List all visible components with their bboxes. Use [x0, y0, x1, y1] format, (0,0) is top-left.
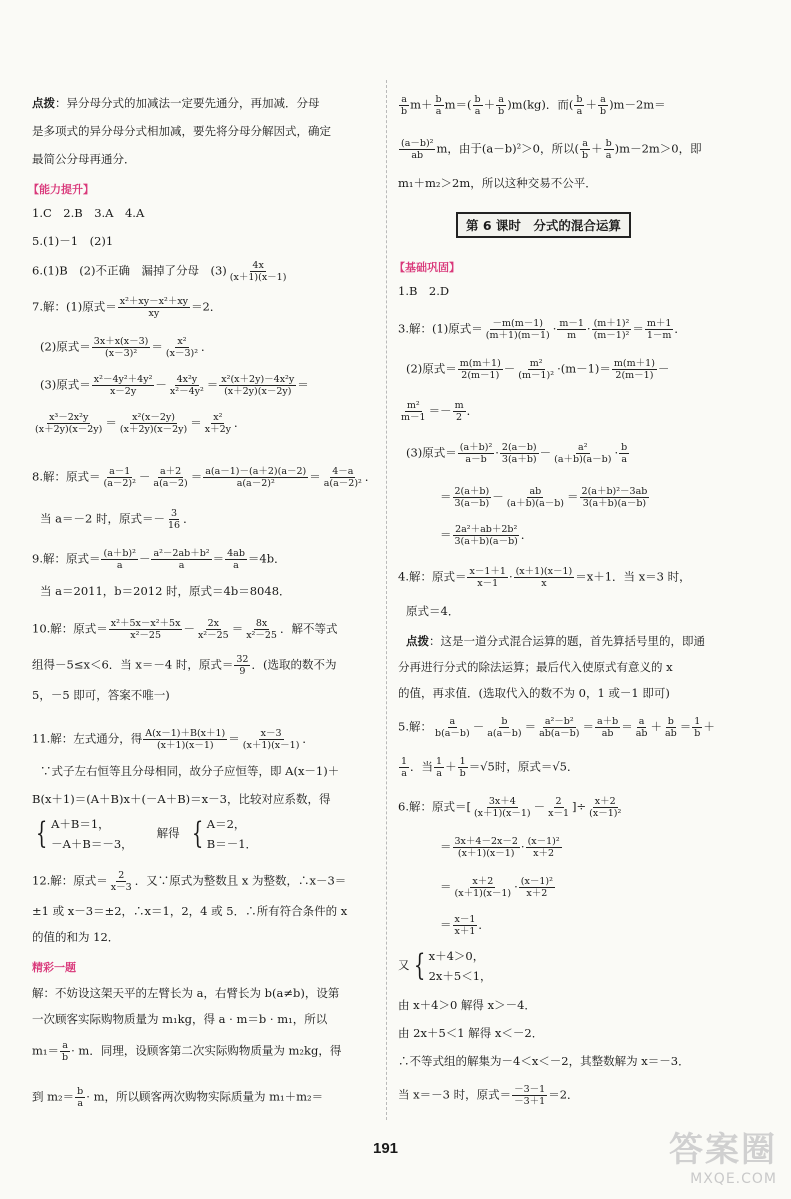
- answer-6c: ＝ $\frac{x+2}{(x+1)(x-1)}$ · $\frac{\text{(x－1)²}}{x+2}$: [440, 876, 553, 899]
- fraction: $\frac{4x}{(x+1)(x-1)}$: [229, 260, 287, 283]
- fraction: $\frac{\text{(a＋b)²}}{a-b}$: [459, 442, 493, 465]
- fraction: $\frac{a}{b}$: [62, 1040, 69, 1063]
- fraction: $\frac{x+2}{\text{(x－1)²}}$: [589, 796, 622, 819]
- fraction: $\frac{8x}{\text{x²－25}}$: [246, 618, 277, 641]
- fraction: $\frac{\text{4x²y}}{\text{x²－4y²}}$: [169, 374, 204, 397]
- fraction: $\frac{\text{x²－4y²＋4y²}}{x-2y}$: [93, 374, 153, 397]
- answer-7-2: (2)原式＝ $\frac{3x+x(x-3)}{\text{(x－3)²}}$ ＝ $\frac{\text{x²}}{\text{(x－3)²}}$ ．: [40, 336, 213, 359]
- fraction: $\frac{\text{m²}}{\text{(m－1)²}}$: [518, 358, 555, 381]
- fraction: $\frac{b}{a}$: [435, 94, 442, 117]
- fraction: $\frac{(x+1)(x-1)}{x}$: [515, 566, 573, 589]
- fraction: $\frac{\text{x²(x－2y)}}{(x+2y)(x-2y)}$: [119, 412, 188, 435]
- fraction: $\frac{2}{x-3}$: [110, 870, 132, 893]
- fraction: $\frac{b}{ab}$: [664, 716, 677, 739]
- answer-6: 6.(1)B (2)不正确 漏掉了分母 (3) $\frac{4x}{(x+1)(x-1)}$: [32, 260, 287, 283]
- fraction: $\frac{x-1}{x+1}$: [454, 914, 476, 937]
- answer-9: 9.解：原式＝ $\frac{\text{(a＋b)²}}{a}$ － $\frac{\text{a²－2ab＋b²}}{a}$ ＝ $\frac{4ab}{a}$ ＝4b．: [32, 548, 286, 571]
- answer-6b: ＝ $\frac{3x+4-2x-2}{(x+1)(x-1)}$ · $\frac{\text{(x－1)²}}{x+2}$: [440, 836, 560, 859]
- fraction: $\frac{a-1}{\text{(a－2)²}}$: [103, 466, 136, 489]
- fraction: $\frac{\text{2(a＋b)²－3ab}}{3(a+b)(a-b)}$: [581, 486, 648, 509]
- answer-3-3c: ＝ $\frac{\text{2a²＋ab＋2b²}}{3(a+b)(a-b)}$ ．: [440, 524, 533, 547]
- fraction: $\frac{a}{b}$: [599, 94, 607, 117]
- left-brace: {: [413, 948, 425, 983]
- answer-3-2: (2)原式＝ $\frac{m(m+1)}{2(m-1)}$ － $\frac{\text{m²}}{\text{(m－1)²}}$ ·(m－1)＝ $\frac{m(m+1)}{2(m-1)}$ －: [406, 358, 670, 381]
- fraction: $\frac{\text{m²}}{m-1}$: [401, 400, 426, 423]
- answer-9b: 当 a＝2011，b＝2012 时，原式＝4b＝8048．: [40, 584, 291, 598]
- answer-7-3: (3)原式＝ $\frac{\text{x²－4y²＋4y²}}{x-2y}$ － $\frac{\text{4x²y}}{\text{x²－4y²}}$ ＝ $\frac{\text{x²(x＋2y)－4x²y}}{(x+2y)(x-2y)}$ ＝: [40, 374, 309, 397]
- solution-system: A＝2， B＝－1．: [206, 817, 258, 851]
- fraction: $\frac{3x+4}{(x+1)(x-1)}$: [473, 796, 531, 819]
- highlight-line3: m₁＝ $\frac{a}{b}$ · m．同理，设顾客第二次实际购物质量为 m₂kg，得: [32, 1040, 342, 1063]
- hint2-line2: 分再进行分式的除法运算；最后代入使原式有意义的 x: [398, 660, 673, 674]
- fraction: $\frac{a}{b}$: [498, 94, 505, 117]
- fraction: $\frac{\text{a²}}{(a+b)(a-b)}$: [554, 442, 612, 465]
- fraction: $\frac{m-1}{m}$: [559, 318, 584, 341]
- fraction: $\frac{32}{9}$: [236, 654, 249, 677]
- fraction: $\frac{\text{a²－b²}}{ab(a-b)}$: [539, 716, 580, 739]
- fraction: $\frac{\text{(a＋b)²}}{a}$: [103, 548, 136, 571]
- highlight-cont-2: $\frac{\text{(a－b)²}}{ab}$ m，由于(a－b)²＞0，所以( $\frac{a}{b}$ ＋ $\frac{b}{a}$ )m－2m＞0，即: [401, 138, 702, 161]
- fraction: $\frac{1}{a}$: [401, 756, 408, 779]
- fraction: $\frac{a}{ab}$: [635, 716, 648, 739]
- fraction: $\frac{A(x-1)+B(x+1)}{(x+1)(x-1)}$: [145, 728, 226, 751]
- hint2-line3: 的值，再求值．(选取代入的数不为 0，1 或－1 即可): [398, 686, 670, 700]
- answer-7-3b: $\frac{\text{x³－2x²y}}{(x+2y)(x-2y)}$ ＝ $\frac{\text{x²(x－2y)}}{(x+2y)(x-2y)}$ ＝ $\frac{\text{x²}}{x+2y}$ ．: [35, 412, 246, 435]
- fraction: $\frac{4ab}{a}$: [227, 548, 245, 571]
- fraction: $\frac{a}{b}$: [401, 94, 408, 117]
- fraction: $\frac{x-3}{(x+1)(x-1)}$: [242, 728, 300, 751]
- fraction: $\frac{2(a-b)}{3(a+b)}$: [501, 442, 537, 465]
- answer-3-2b: $\frac{\text{m²}}{m-1}$ ＝－ $\frac{m}{2}$ ．: [401, 400, 479, 423]
- answer-6h: 当 x＝－3 时，原式＝ $\frac{-3-1}{-3+1}$ ＝2．: [398, 1084, 579, 1107]
- answer-4b: 原式＝4．: [406, 604, 460, 618]
- fraction: $\frac{a}{b}$: [581, 138, 589, 161]
- answer-11: 11.解：左式通分，得 $\frac{A(x-1)+B(x+1)}{(x+1)(x-1)}$ ＝ $\frac{x-3}{(x+1)(x-1)}$ ．: [32, 728, 314, 751]
- answer-11b: ∵式子左右恒等且分母相同，故分子应恒等，即 A(x－1)＋: [40, 764, 340, 778]
- fraction: $\frac{m(m+1)}{2(m-1)}$: [459, 358, 501, 381]
- answer-6g: ∴不等式组的解集为－4＜x＜－2，其整数解为 x＝－3．: [398, 1054, 690, 1068]
- section-highlight: 精彩一题: [32, 961, 76, 974]
- answer-1-2: 1.B 2.D: [398, 284, 450, 298]
- answer-3-1: 3.解：(1)原式＝ $\frac{-m(m-1)}{(m+1)(m-1)}$ · $\frac{m-1}{m}$ · $\frac{\text{(m＋1)²}}{\text{(m－1)²}}$ ＝ $\frac{m+1}{1-m}$ ．: [398, 318, 686, 341]
- hint2-line1: 点拨：这是一道分式混合运算的题，首先算括号里的，即通: [406, 634, 705, 648]
- answer-10: 10.解：原式＝ $\frac{\text{x²＋5x－x²＋5x}}{\text{x²－25}}$ － $\frac{2x}{\text{x²－25}}$ ＝ $\frac{8x}{\text{x²－25}}$ ．解不等式: [32, 618, 338, 641]
- fraction: $\frac{x-1+1}{x-1}$: [469, 566, 506, 589]
- answer-5: 5.(1)－1 (2)1: [32, 234, 114, 248]
- fraction: $\frac{\text{x²}}{x+2y}$: [204, 412, 232, 435]
- inequality-system: x＋4＞0， 2x＋5＜1，: [428, 949, 492, 983]
- hint1-line2: 是多项式的异分母分式相加减，要先将分母分解因式，确定: [32, 124, 331, 138]
- answer-12c: 的值的和为 12．: [32, 930, 120, 944]
- fraction: $\frac{a}{b(a-b)}$: [434, 716, 470, 739]
- fraction: $\frac{b}{a}$: [576, 94, 583, 117]
- answer-1-4: 1.C 2.B 3.A 4.A: [32, 206, 145, 220]
- fraction: $\frac{a(a-1)-(a+2)(a-2)}{\text{a(a－2)²}}$: [205, 466, 307, 489]
- watermark: [669, 1122, 777, 1187]
- fraction: $\frac{3x+4-2x-2}{(x+1)(x-1)}$: [454, 836, 518, 859]
- highlight-cont-3: m₁＋m₂＞2m，所以这种交易不公平．: [398, 176, 597, 190]
- section-basic: 【基础巩固】: [394, 261, 460, 274]
- answer-3-3: (3)原式＝ $\frac{\text{(a＋b)²}}{a-b}$ · $\frac{2(a-b)}{3(a+b)}$ － $\frac{\text{a²}}{(a+b)(a-b)}$ · $\frac{b}{a}$: [406, 442, 628, 465]
- highlight-cont-1: $\frac{a}{b}$ m＋ $\frac{b}{a}$ m＝( $\frac{b}{a}$ ＋ $\frac{a}{b}$ )m(kg)．而( $\frac{b}{a}$ ＋ $\frac{a}{b}$ )m－2m＝: [401, 94, 666, 117]
- fraction: $\frac{m}{2}$: [454, 400, 464, 423]
- answer-6-system: 又 { x＋4＞0， 2x＋5＜1，: [398, 946, 492, 986]
- answer-6e: 由 x＋4＞0 解得 x＞－4．: [398, 998, 536, 1012]
- answer-5b: $\frac{1}{a}$ ．当 $\frac{1}{a}$ ＋ $\frac{1}{b}$ ＝√5时，原式＝√5．: [401, 756, 579, 779]
- answer-10b: 组得－5≤x＜6．当 x＝－4 时，原式＝ $\frac{32}{9}$ ．(选取的数不为: [32, 654, 337, 677]
- answer-6d: ＝ $\frac{x-1}{x+1}$ ．: [440, 914, 490, 937]
- lesson-header: [398, 212, 758, 236]
- fraction: $\frac{2x}{\text{x²－25}}$: [197, 618, 229, 641]
- fraction: $\frac{b}{a}$: [605, 138, 612, 161]
- fraction: $\frac{1}{b}$: [694, 716, 701, 739]
- answer-8b: 当 a＝－2 时，原式＝－ $\frac{3}{16}$ ．: [40, 508, 195, 531]
- fraction: $\frac{a+2}{a(a-2)}$: [153, 466, 188, 489]
- lesson-title: 第 6 课时 分式的混合运算: [456, 212, 631, 238]
- fraction: $\frac{3x+x(x-3)}{\text{(x－3)²}}$: [93, 336, 149, 359]
- answer-8: 8.解：原式＝ $\frac{a-1}{\text{(a－2)²}}$ － $\frac{a+2}{a(a-2)}$ ＝ $\frac{a(a-1)-(a+2)(a-2)}{\text{a(a－2)²}}$ ＝ $\frac{4-a}{\text{a(a－2)²}}$ ．: [32, 466, 377, 489]
- fraction: $\frac{b}{a}$: [77, 1086, 84, 1109]
- fraction: $\frac{3}{16}$: [167, 508, 181, 531]
- fraction: $\frac{b}{a}$: [474, 94, 481, 117]
- fraction: $\frac{\text{a²－2ab＋b²}}{a}$: [153, 548, 210, 571]
- fraction: $\frac{x+2}{(x+1)(x-1)}$: [454, 876, 512, 899]
- fraction: $\frac{b}{a(a-b)}$: [487, 716, 522, 739]
- fraction: $\frac{\text{(a－b)²}}{ab}$: [401, 138, 434, 161]
- hint1-line3: 最简公分母再通分．: [32, 152, 136, 166]
- fraction: $\frac{\text{x²＋5x－x²＋5x}}{\text{x²－25}}$: [110, 618, 181, 641]
- left-brace: {: [35, 816, 48, 851]
- fraction: $\frac{-3-1}{-3+1}$: [514, 1084, 546, 1107]
- page-number: 191: [373, 1140, 399, 1157]
- highlight-line4: 到 m₂＝ $\frac{b}{a}$ · m，所以顾客两次购物实际质量为 m₁＋m₂＝: [32, 1086, 324, 1109]
- fraction: $\frac{2}{x-1}$: [548, 796, 570, 819]
- fraction: $\frac{\text{x²}}{\text{(x－3)²}}$: [165, 336, 198, 359]
- fraction: $\frac{\text{(x－1)²}}{x+2}$: [527, 836, 560, 859]
- answer-4: 4.解：原式＝ $\frac{x-1+1}{x-1}$ · $\frac{(x+1)(x-1)}{x}$ ＝x＋1．当 x＝3 时，: [398, 566, 691, 589]
- highlight-line2: 一次顾客实际购物质量为 m₁kg，得 a · m＝b · m₁，所以: [32, 1012, 328, 1026]
- fraction: $\frac{\text{(m＋1)²}}{\text{(m－1)²}}$: [593, 318, 630, 341]
- watermark-logo: 答案圈: [669, 1130, 777, 1170]
- answer-6: 6.解：原式＝[ $\frac{3x+4}{(x+1)(x-1)}$ － $\frac{2}{x-1}$ ]÷ $\frac{x+2}{\text{(x－1)²}}$: [398, 796, 622, 819]
- answer-7-1: 7.解：(1)原式＝ $\frac{\text{x²＋xy－x²＋xy}}{xy}$ ＝2．: [32, 296, 222, 319]
- hint1-line1: 点拨：异分母分式的加减法一定要先通分，再加减．分母: [32, 96, 320, 110]
- fraction: $\frac{2(a+b)}{3(a-b)}$: [454, 486, 490, 509]
- fraction: $\frac{\text{x²＋xy－x²＋xy}}{xy}$: [119, 296, 189, 319]
- left-brace: {: [191, 816, 203, 851]
- fraction: $\frac{1}{a}$: [436, 756, 443, 779]
- answer-12b: ±1 或 x－3＝±2，∴x＝1，2，4 或 5．∴所有符合条件的 x: [32, 904, 348, 918]
- fraction: $\frac{1}{b}$: [459, 756, 466, 779]
- fraction: $\frac{4-a}{\text{a(a－2)²}}$: [323, 466, 362, 489]
- answer-5: 5.解： $\frac{a}{b(a-b)}$ － $\frac{b}{a(a-b)}$ ＝ $\frac{\text{a²－b²}}{ab(a-b)}$ ＝ $\frac{a+b}{ab}$ ＝ $\frac{a}{ab}$ ＋ $\frac{b}{ab}$ ＝ $\frac{1}{b}$ ＋: [398, 716, 715, 739]
- fraction: $\frac{\text{2a²＋ab＋2b²}}{3(a+b)(a-b)}$: [454, 524, 518, 547]
- fraction: $\frac{\text{x²(x＋2y)－4x²y}}{(x+2y)(x-2y)}$: [221, 374, 295, 397]
- highlight-line1: 解：不妨设这架天平的左臂长为 a，右臂长为 b(a≠b)，设第: [32, 986, 340, 1000]
- answer-3-3b: ＝ $\frac{2(a+b)}{3(a-b)}$ － $\frac{ab}{(a+b)(a-b)}$ ＝ $\frac{\text{2(a＋b)²－3ab}}{3(a+b)(a-b)}$: [440, 486, 648, 509]
- fraction: $\frac{ab}{(a+b)(a-b)}$: [506, 486, 565, 509]
- fraction: $\frac{m(m+1)}{2(m-1)}$: [613, 358, 655, 381]
- equation-system: A＋B＝1， －A＋B＝－3，: [51, 817, 133, 851]
- fraction: $\frac{a+b}{ab}$: [596, 716, 619, 739]
- fraction: $\frac{\text{(x－1)²}}{x+2}$: [520, 876, 553, 899]
- fraction: $\frac{\text{x³－2x²y}}{(x+2y)(x-2y)}$: [35, 412, 103, 435]
- answer-11c: B(x＋1)＝(A＋B)x＋(－A＋B)＝x－3，比较对应系数，得: [32, 792, 331, 806]
- fraction: $\frac{m+1}{1-m}$: [646, 318, 672, 341]
- answer-6f: 由 2x＋5＜1 解得 x＜－2．: [398, 1026, 544, 1040]
- fraction: $\frac{-m(m-1)}{(m+1)(m-1)}$: [485, 318, 550, 341]
- answer-10c: 5，－5 即可，答案不唯一): [32, 688, 170, 702]
- column-divider: [386, 80, 387, 1120]
- section-ability: 【能力提升】: [28, 183, 94, 196]
- answer-11-system: { A＋B＝1， －A＋B＝－3， 解得 { A＝2， B＝－1．: [32, 814, 257, 854]
- answer-12: 12.解：原式＝ $\frac{2}{x-3}$ ．又∵原式为整数且 x 为整数，∴x－3＝: [32, 870, 347, 893]
- fraction: $\frac{b}{a}$: [621, 442, 628, 465]
- watermark-url: MXQE.COM: [690, 1171, 777, 1187]
